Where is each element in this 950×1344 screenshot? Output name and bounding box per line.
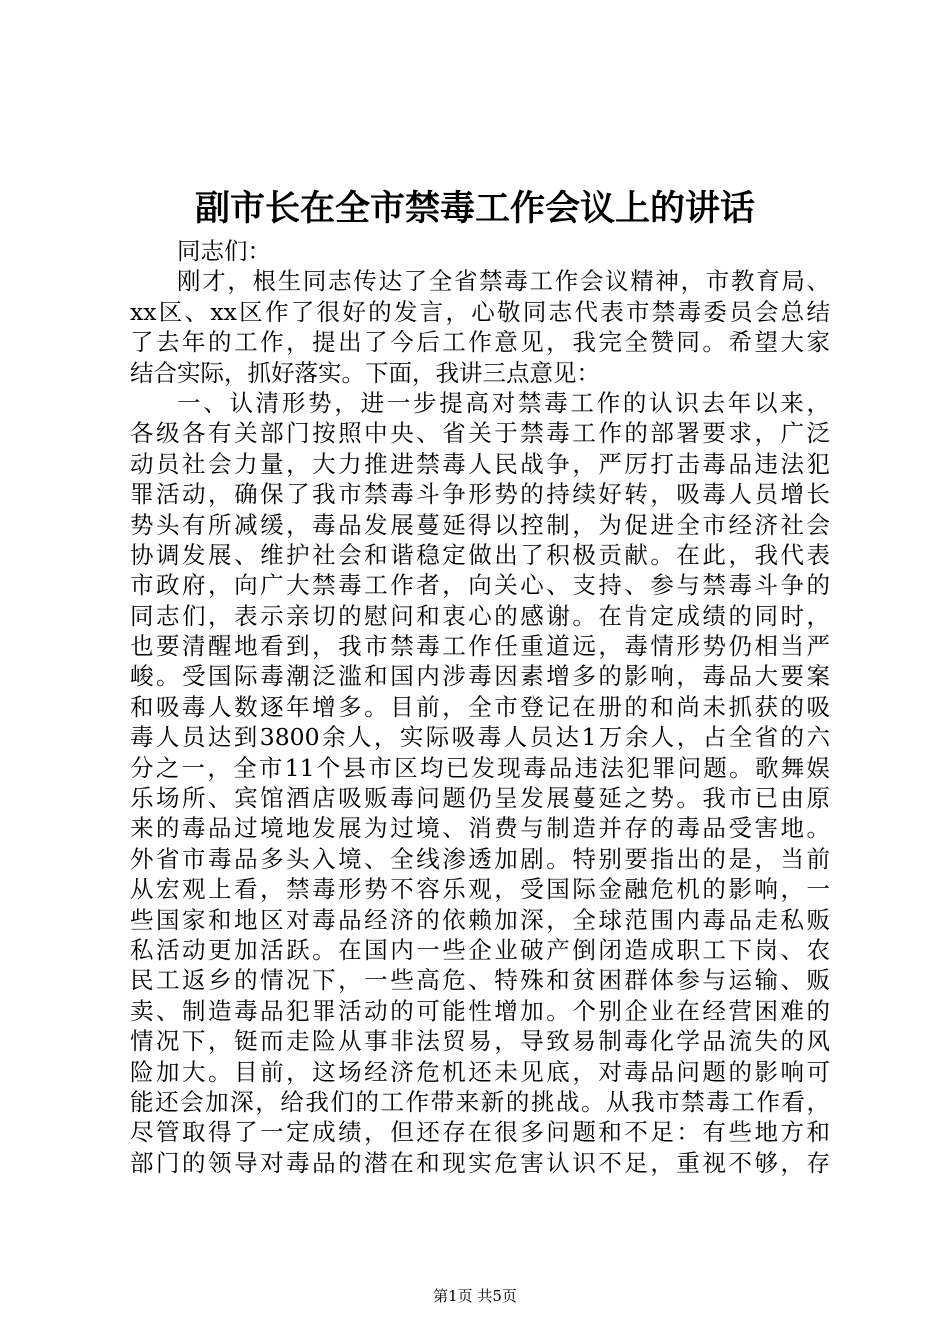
text-line: 协调发展、维护社会和谐稳定做出了积极贡献。在此，我代表 bbox=[130, 540, 830, 569]
text-line: 和吸毒人数逐年增多。目前，全市登记在册的和尚未抓获的吸 bbox=[130, 692, 830, 721]
text-line: 险加大。目前，这场经济危机还未见底，对毒品问题的影响可 bbox=[130, 1057, 830, 1086]
text-line: 各级各有关部门按照中央、省关于禁毒工作的部署要求，广泛 bbox=[130, 419, 830, 448]
text-line: 部门的领导对毒品的潜在和现实危害认识不足，重视不够，存 bbox=[130, 1148, 830, 1177]
text-line: 峻。受国际毒潮泛滥和国内涉毒因素增多的影响，毒品大要案 bbox=[130, 662, 830, 691]
text-line: 动员社会力量，大力推进禁毒人民战争，严厉打击毒品违法犯 bbox=[130, 449, 830, 478]
page-title: 副市长在全市禁毒工作会议上的讲话 bbox=[194, 188, 755, 229]
text-line: xx区、xx区作了很好的发言，心敬同志代表市禁毒委员会总结 bbox=[130, 297, 830, 326]
text-line: 一、认清形势，进一步提高对禁毒工作的认识去年以来， bbox=[177, 388, 830, 417]
text-line: 从宏观上看，禁毒形势不容乐观，受国际金融危机的影响，一 bbox=[130, 875, 830, 904]
text-line: 同志们，表示亲切的慰问和衷心的感谢。在肯定成绩的同时， bbox=[130, 601, 830, 630]
text-line: 卖、制造毒品犯罪活动的可能性增加。个别企业在经营困难的 bbox=[130, 996, 830, 1025]
text-line: 毒人员达到3800余人，实际吸毒人员达1万余人，占全省的六 bbox=[130, 723, 830, 752]
text-line: 私活动更加活跃。在国内一些企业破产倒闭造成职工下岗、农 bbox=[130, 935, 830, 964]
text-line: 来的毒品过境地发展为过境、消费与制造并存的毒品受害地。 bbox=[130, 814, 830, 843]
text-line: 市政府，向广大禁毒工作者，向关心、支持、参与禁毒斗争的 bbox=[130, 571, 830, 600]
text-line: 了去年的工作，提出了今后工作意见，我完全赞同。希望大家 bbox=[130, 328, 830, 357]
text-line: 分之一，全市11个县市区均已发现毒品违法犯罪问题。歌舞娱 bbox=[130, 753, 830, 782]
text-line: 罪活动，确保了我市禁毒斗争形势的持续好转，吸毒人员增长 bbox=[130, 480, 830, 509]
text-line: 情况下，铤而走险从事非法贸易，导致易制毒化学品流失的风 bbox=[130, 1027, 830, 1056]
text-line: 结合实际，抓好落实。下面，我讲三点意见： bbox=[130, 358, 600, 387]
text-line: 尽管取得了一定成绩，但还存在很多问题和不足：有些地方和 bbox=[130, 1118, 830, 1147]
text-line: 也要清醒地看到，我市禁毒工作任重道远，毒情形势仍相当严 bbox=[130, 632, 830, 661]
text-line: 些国家和地区对毒品经济的依赖加深，全球范围内毒品走私贩 bbox=[130, 905, 830, 934]
text-line: 势头有所减缓，毒品发展蔓延得以控制，为促进全市经济社会 bbox=[130, 510, 830, 539]
page-footer: 第1页 共5页 bbox=[433, 1287, 517, 1305]
text-line: 能还会加深，给我们的工作带来新的挑战。从我市禁毒工作看， bbox=[130, 1087, 830, 1116]
text-line: 刚才，根生同志传达了全省禁毒工作会议精神，市教育局、 bbox=[177, 267, 830, 296]
text-line: 外省市毒品多头入境、全线渗透加剧。特别要指出的是，当前 bbox=[130, 844, 830, 873]
speech-body bbox=[130, 236, 830, 1178]
text-line: 同志们： bbox=[177, 237, 271, 265]
text-line: 民工返乡的情况下，一些高危、特殊和贫困群体参与运输、贩 bbox=[130, 966, 830, 995]
text-line: 乐场所、宾馆酒店吸贩毒问题仍呈发展蔓延之势。我市已由原 bbox=[130, 784, 830, 813]
